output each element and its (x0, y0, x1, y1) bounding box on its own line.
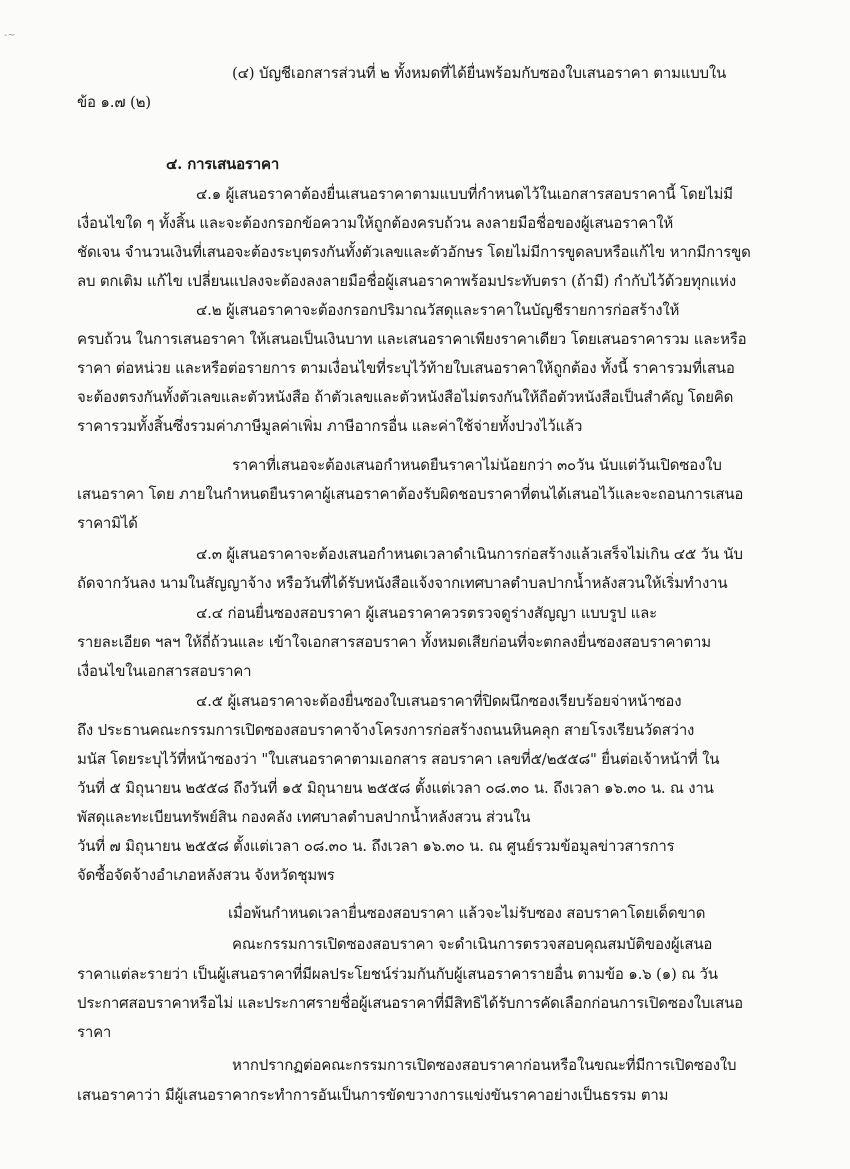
text-line: ราคาแต่ละรายว่า เป็นผู้เสนอราคาที่มีผลประโยชน์ร่วมกันกับผู้เสนอราคารายอื่น ตามข้อ ๑.๖ (๑) ณ วัน (77, 965, 718, 983)
text-line: เสนอราคาว่า มีผู้เสนอราคากระทำการอันเป็นการขัดขวางการแข่งขันราคาอย่างเป็นธรรม ตาม (77, 1086, 669, 1104)
text-line: ๔.๓ ผู้เสนอราคาจะต้องเสนอกำหนดเวลาดำเนินการก่อสร้างแล้วเสร็จไม่เกิน ๔๕ วัน นับ (196, 545, 743, 563)
text-line: วันที่ ๕ มิถุนายน ๒๕๕๘ ถึงวันที่ ๑๕ มิถุนายน ๒๕๕๘ ตั้งแต่เวลา ๐๘.๓๐ น. ถึงเวลา ๑๖.๓๐ น. ณ งาน (77, 779, 714, 797)
scan-artifact: -~ (4, 30, 16, 41)
text-line: ข้อ ๑.๗ (๒) (77, 93, 151, 111)
text-line: เสนอราคา โดย ภายในกำหนดยืนราคาผู้เสนอราคาต้องรับผิดชอบราคาที่ตนได้เสนอไว้และจะถอนการเสนอ (77, 485, 744, 503)
text-line: เมื่อพ้นกำหนดเวลายื่นซองสอบราคา แล้วจะไม่รับซอง สอบราคาโดยเด็ดขาด (228, 904, 706, 922)
text-line: ลบ ตกเติม แก้ไข เปลี่ยนแปลงจะต้องลงลายมือชื่อผู้เสนอราคาพร้อมประทับตรา (ถ้ามี) กำกับไว้ด้วยทุกแห่ง (77, 272, 736, 290)
text-line: เงื่อนไขในเอกสารสอบราคา (77, 662, 252, 680)
text-line: ๔.๔ ก่อนยื่นซองสอบราคา ผู้เสนอราคาควรตรวจดูร่างสัญญา แบบรูป และ (196, 604, 657, 622)
text-line: เงื่อนไขใด ๆ ทั้งสิ้น และจะต้องกรอกข้อความให้ถูกต้องครบถ้วน ลงลายมือชื่อของผู้เสนอราคาให้ (77, 214, 674, 232)
text-line: หากปรากฏต่อคณะกรรมการเปิดซองสอบราคาก่อนหรือในขณะที่มีการเปิดซองใบ (232, 1056, 737, 1074)
text-line: พัสดุและทะเบียนทรัพย์สิน กองคลัง เทศบาลตำบลปากน้ำหลังสวน ส่วนใน (77, 808, 531, 826)
text-line: ราคา ต่อหน่วย และหรือต่อรายการ ตามเงื่อนไขที่ระบุไว้ท้ายใบเสนอราคาให้ถูกต้อง ทั้งนี้ ราคารวมที่เสนอ (77, 359, 735, 377)
text-line: ๔.๕ ผู้เสนอราคาจะต้องยื่นซองใบเสนอราคาที่ปิดผนึกซองเรียบร้อยจ่าหน้าซอง (196, 692, 682, 710)
text-line: ชัดเจน จำนวนเงินที่เสนอจะต้องระบุตรงกันทั้งตัวเลขและตัวอักษร โดยไม่มีการขูดลบหรือแก้ไข หากมีการขูด (77, 243, 751, 261)
text-line: จัดซื้อจัดจ้างอำเภอหลังสวน จังหวัดชุมพร (77, 866, 335, 884)
text-line: (๔) บัญชีเอกสารส่วนที่ ๒ ทั้งหมดที่ได้ยื่นพร้อมกับซองใบเสนอราคา ตามแบบใน (232, 64, 727, 82)
text-line: จะต้องตรงกันทั้งตัวเลขและตัวหนังสือ ถ้าตัวเลขและตัวหนังสือไม่ตรงกันให้ถือตัวหนังสือเป็นสำคัญ โดยคิด (77, 388, 734, 406)
text-line: ราคาที่เสนอจะต้องเสนอกำหนดยืนราคาไม่น้อยกว่า ๓๐วัน นับแต่วันเปิดซองใบ (232, 456, 722, 474)
text-line: ครบถ้วน ในการเสนอราคา ให้เสนอเป็นเงินบาท และเสนอราคาเพียงราคาเดียว โดยเสนอราคารวม และหรือ (77, 330, 747, 348)
text-line: ถัดจากวันลง นามในสัญญาจ้าง หรือวันที่ได้รับหนังสือแจ้งจากเทศบาลตำบลปากน้ำหลังสวนให้เริ่มทำงาน (77, 574, 728, 592)
text-line: ๔.๑ ผู้เสนอราคาต้องยื่นเสนอราคาตามแบบที่กำหนดไว้ในเอกสารสอบราคานี้ โดยไม่มี (196, 185, 733, 203)
text-line: ราคารวมทั้งสิ้นซึ่งรวมค่าภาษีมูลค่าเพิ่ม ภาษีอากรอื่น และค่าใช้จ่ายทั้งปวงไว้แล้ว (77, 417, 583, 435)
text-line: ราคา (77, 1023, 112, 1041)
text-line: รายละเอียด ฯลฯ ให้ถี่ถ้วนและ เข้าใจเอกสารสอบราคา ทั้งหมดเสียก่อนที่จะตกลงยื่นซองสอบราคาตาม (77, 633, 711, 651)
text-line: วันที่ ๗ มิถุนายน ๒๕๕๘ ตั้งแต่เวลา ๐๘.๓๐ น. ถึงเวลา ๑๖.๓๐ น. ณ ศูนย์รวมข้อมูลข่าวสารการ (77, 837, 675, 855)
text-line: ถึง ประธานคณะกรรมการเปิดซองสอบราคาจ้างโครงการก่อสร้างถนนหินคลุก สายโรงเรียนวัดสว่าง (77, 721, 695, 739)
text-line: ๔.๒ ผู้เสนอราคาจะต้องกรอกปริมาณวัสดุและราคาในบัญชีรายการก่อสร้างให้ (196, 301, 680, 319)
section-heading: ๔. การเสนอราคา (166, 155, 280, 173)
text-line: มนัส โดยระบุไว้ที่หน้าซองว่า "ใบเสนอราคาตามเอกสาร สอบราคา เลขที่๕/๒๕๕๘" ยื่นต่อเจ้าหน้าที่ ใน (77, 750, 720, 768)
text-line: คณะกรรมการเปิดซองสอบราคา จะดำเนินการตรวจสอบคุณสมบัติของผู้เสนอ (232, 935, 713, 953)
text-line: ราคามิได้ (77, 514, 138, 532)
text-line: ประกาศสอบราคาหรือไม่ และประกาศรายชื่อผู้เสนอราคาที่มีสิทธิได้รับการคัดเลือกก่อนการเปิดซองใบเสนอ (77, 994, 743, 1012)
